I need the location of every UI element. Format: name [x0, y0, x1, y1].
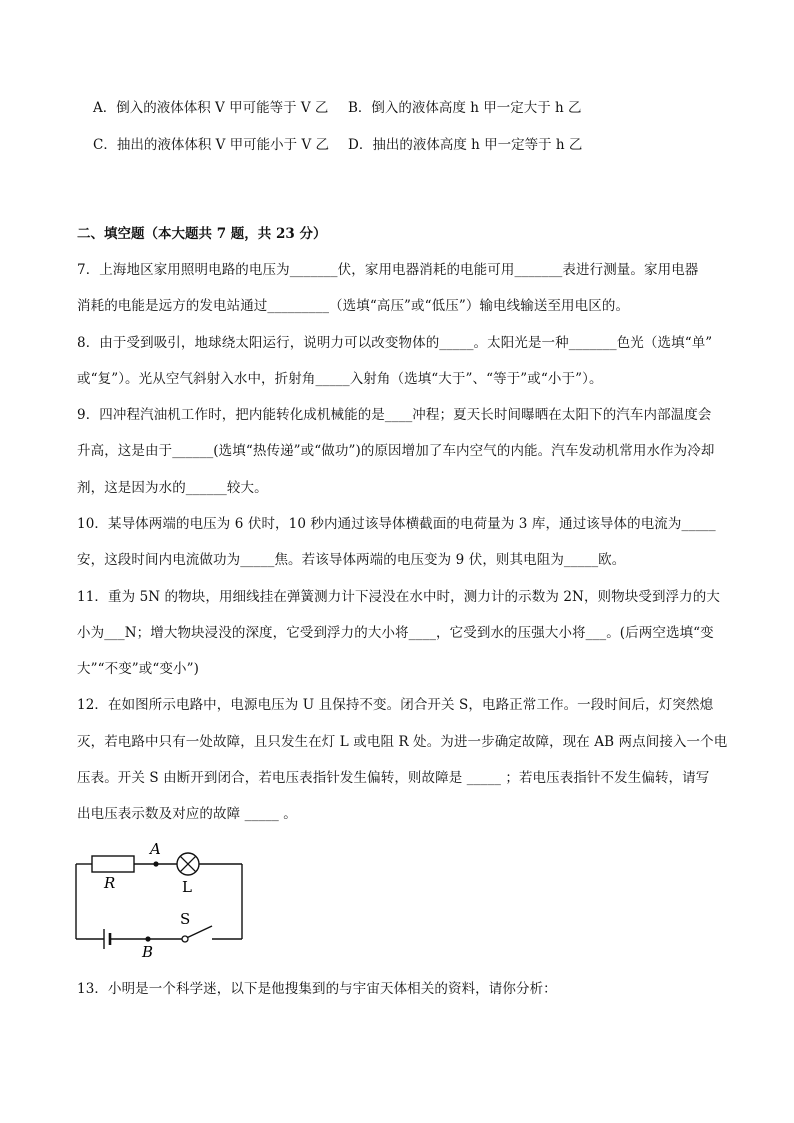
q9-line-3: 剂，这是因为水的______较大。	[77, 480, 268, 496]
q12-line-3: 压表。开关 S 由断开到闭合，若电压表指针发生偏转，则故障是 _____ ；若电压表指针不发生偏转，请写	[77, 770, 710, 786]
section-title: 二、填空题（本大题共 7 题，共 23 分）	[77, 226, 327, 242]
label-l: L	[182, 878, 192, 896]
option-d: D．抽出的液体高度 h 甲一定等于 h 乙	[348, 137, 583, 153]
q11-line-2: 小为___N；增大物块浸没的深度，它受到浮力的大小将____，它受到水的压强大小将___。(后两空选填“变	[77, 625, 714, 641]
q8-line-2: 或“复”）。光从空气斜射入水中，折射角_____入射角（选填“大于”、“等于”或“小于”）。	[77, 371, 603, 387]
option-c: C．抽出的液体体积 V 甲可能小于 V 乙	[93, 137, 329, 153]
q9-line-1: 9．四冲程汽油机工作时，把内能转化成机械能的是____冲程；夏天长时间曝晒在太阳下的汽车内部温度会	[77, 407, 712, 423]
label-r: R	[104, 874, 116, 892]
option-b: B．倒入的液体高度 h 甲一定大于 h 乙	[348, 100, 582, 116]
q7-line-1: 7．上海地区家用照明电路的电压为_______伏，家用电器消耗的电能可用_______表进行测量。家用电器	[77, 262, 699, 278]
q12-line-1: 12．在如图所示电路中，电源电压为 U 且保持不变。闭合开关 S，电路正常工作。一段时间后，灯突然熄	[77, 697, 714, 713]
option-a: A．倒入的液体体积 V 甲可能等于 V 乙	[93, 100, 329, 116]
q12-line-4: 出电压表示数及对应的故障 _____ 。	[77, 806, 297, 822]
q12-line-2: 灭，若电路中只有一处故障，且只发生在灯 L 或电阻 R 处。为进一步确定故障，现在 AB 两点间接入一个电	[77, 734, 728, 750]
q10-line-2: 安，这段时间内电流做功为_____焦。若该导体两端的电压变为 9 伏，则其电阻为_____欧。	[77, 552, 626, 568]
q11-line-1: 11．重为 5N 的物块，用细线挂在弹簧测力计下浸没在水中时，测力计的示数为 2N，则物块受到浮力的大	[77, 589, 720, 605]
q8-line-1: 8．由于受到吸引，地球绕太阳运行，说明力可以改变物体的_____。太阳光是一种_______色光（选填“单”	[77, 335, 713, 351]
q10-line-1: 10．某导体两端的电压为 6 伏时，10 秒内通过该导体横截面的电荷量为 3 库，通过该导体的电流为_____	[77, 516, 716, 532]
node-a-dot	[153, 861, 158, 866]
label-b: B	[142, 943, 154, 961]
label-a: A	[150, 840, 161, 858]
q7-line-2: 消耗的电能是远方的发电站通过_________（选填“高压”或“低压”）输电线输送至用电区的。	[77, 298, 630, 314]
q13-line-1: 13．小明是一个科学迷，以下是他搜集到的与宇宙天体相关的资料，请你分析：	[77, 981, 557, 997]
label-s: S	[180, 910, 191, 928]
switch-blade	[188, 926, 213, 938]
switch-pivot	[182, 936, 188, 942]
circuit-diagram	[66, 836, 256, 966]
q9-line-2: 升高，这是由于______(选填“热传递”或“做功”)的原因增加了车内空气的内能。汽车发动机常用水作为冷却	[77, 443, 715, 459]
resistor-symbol	[92, 856, 134, 872]
q11-line-3: 大”“不变”或“变小”)	[77, 661, 199, 677]
node-b-dot	[145, 936, 150, 941]
